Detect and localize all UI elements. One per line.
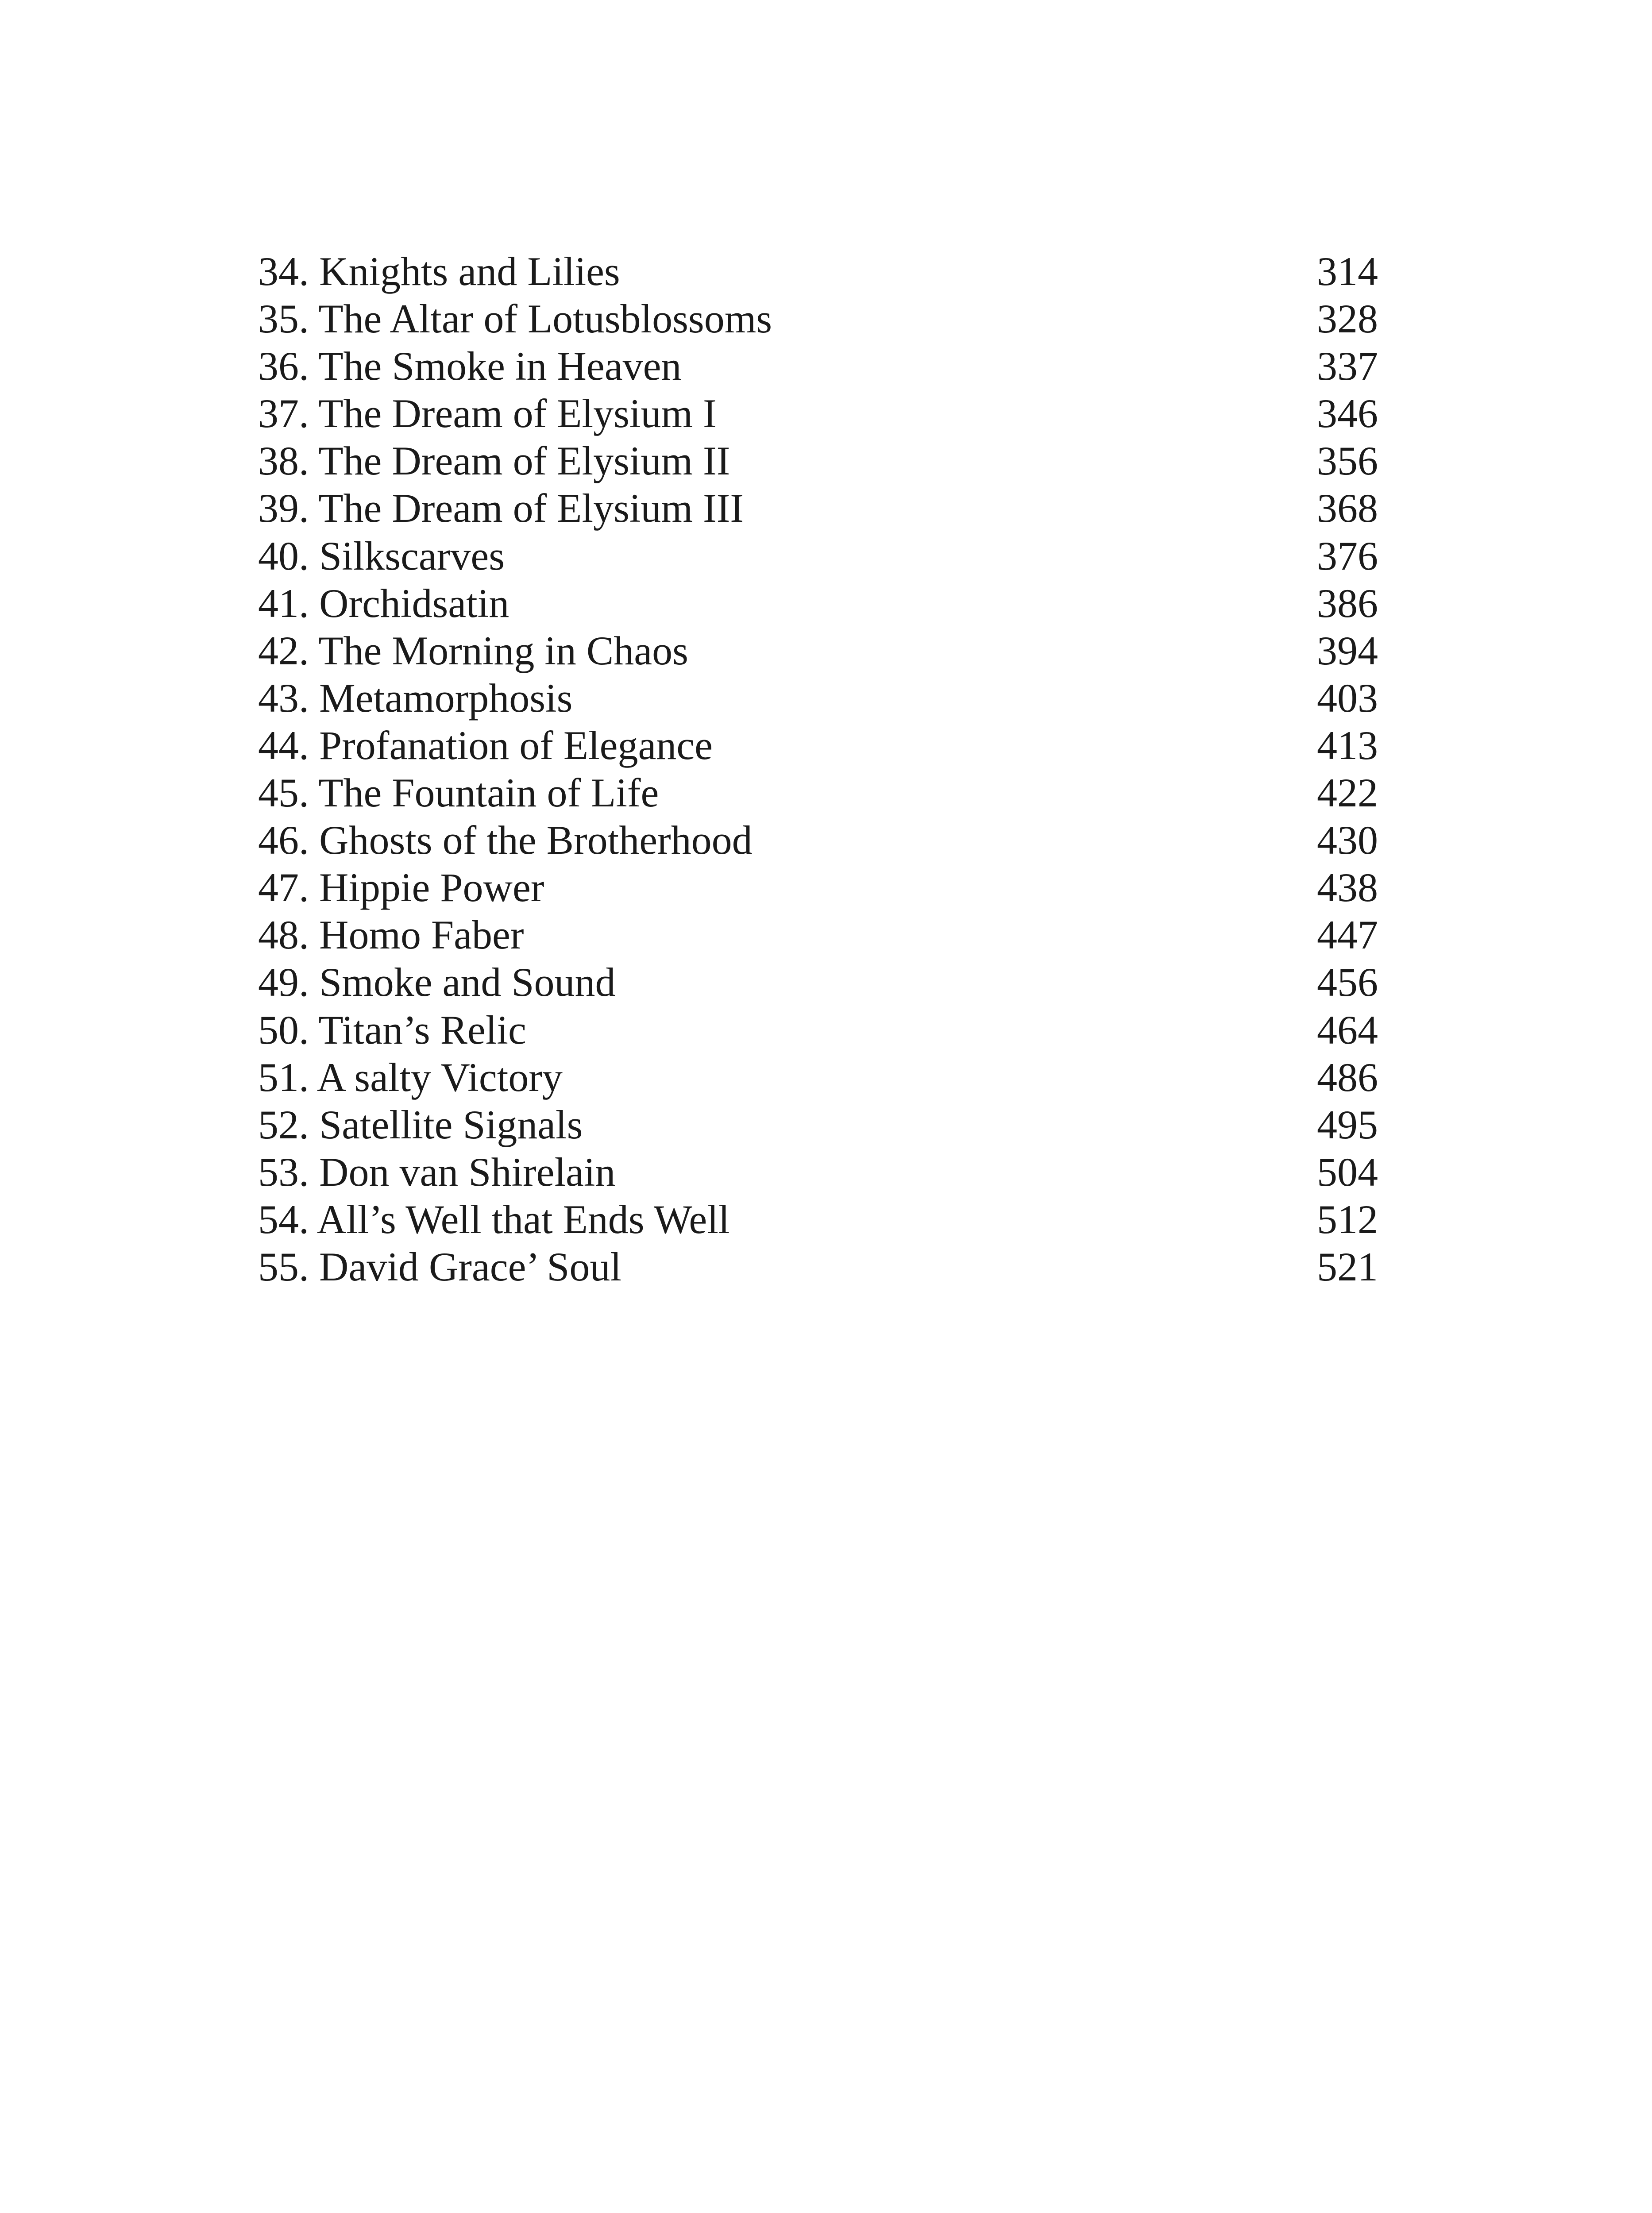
toc-entry-page: 346 xyxy=(1317,391,1378,436)
toc-entry-title: 50. Titan’s Relic xyxy=(258,1007,526,1053)
toc-entry-page: 512 xyxy=(1317,1196,1378,1242)
toc-entry-page: 486 xyxy=(1317,1054,1378,1100)
toc-entry-page: 504 xyxy=(1317,1149,1378,1195)
toc-entry xyxy=(258,722,1378,769)
toc-entry-page: 337 xyxy=(1317,343,1378,389)
toc-entry-title: 43. Metamorphosis xyxy=(258,675,573,721)
toc-entry xyxy=(258,390,1378,437)
toc-entry xyxy=(258,295,1378,343)
toc-entry-page: 314 xyxy=(1317,249,1378,294)
toc-entry-title: 42. The Morning in Chaos xyxy=(258,628,688,673)
toc-entry xyxy=(258,1101,1378,1149)
toc-entry-title: 34. Knights and Lilies xyxy=(258,249,620,294)
toc-entry-page: 464 xyxy=(1317,1007,1378,1053)
toc-entry-page: 447 xyxy=(1317,912,1378,958)
toc-entry xyxy=(258,532,1378,580)
toc-entry-title: 37. The Dream of Elysium I xyxy=(258,391,717,436)
toc-entry-title: 41. Orchidsatin xyxy=(258,580,509,626)
toc-entry-title: 45. The Fountain of Life xyxy=(258,770,659,816)
toc-entry xyxy=(258,1196,1378,1243)
toc-entry-title: 44. Profanation of Elegance xyxy=(258,722,713,768)
toc-entry-title: 38. The Dream of Elysium II xyxy=(258,438,730,484)
toc-entry-page: 376 xyxy=(1317,533,1378,578)
toc-entry-title: 36. The Smoke in Heaven xyxy=(258,343,682,389)
toc-entry xyxy=(258,911,1378,959)
toc-entry xyxy=(258,485,1378,532)
toc-entry-title: 54. All’s Well that Ends Well xyxy=(258,1196,730,1242)
toc-entry xyxy=(258,248,1378,295)
toc-entry xyxy=(258,1054,1378,1101)
toc-entry xyxy=(258,675,1378,722)
toc-entry xyxy=(258,817,1378,864)
toc-entry-title: 47. Hippie Power xyxy=(258,865,544,910)
toc-entry-title: 52. Satellite Signals xyxy=(258,1102,583,1147)
toc-entry-title: 53. Don van Shirelain xyxy=(258,1149,616,1195)
toc-entry-title: 51. A salty Victory xyxy=(258,1054,563,1100)
toc-entry-page: 394 xyxy=(1317,628,1378,673)
toc-entry xyxy=(258,864,1378,911)
toc-entry-title: 49. Smoke and Sound xyxy=(258,960,616,1005)
toc-entry-page: 495 xyxy=(1317,1102,1378,1147)
toc-entry-page: 328 xyxy=(1317,296,1378,342)
toc-entry-page: 438 xyxy=(1317,865,1378,910)
toc-entry xyxy=(258,437,1378,485)
toc-entry xyxy=(258,1149,1378,1196)
toc-entry-page: 456 xyxy=(1317,960,1378,1005)
toc-entry xyxy=(258,769,1378,817)
toc-entry-page: 356 xyxy=(1317,438,1378,484)
toc-entry-page: 386 xyxy=(1317,580,1378,626)
toc-entry-page: 430 xyxy=(1317,817,1378,863)
toc-entry-page: 422 xyxy=(1317,770,1378,816)
toc-entry-title: 46. Ghosts of the Brotherhood xyxy=(258,817,753,863)
toc-entry xyxy=(258,1006,1378,1054)
toc-entry xyxy=(258,1243,1378,1291)
toc-entry xyxy=(258,343,1378,390)
toc-entry-page: 403 xyxy=(1317,675,1378,721)
toc-entry-title: 35. The Altar of Lotusblossoms xyxy=(258,296,772,342)
toc-entry-page: 413 xyxy=(1317,722,1378,768)
toc-entry-title: 48. Homo Faber xyxy=(258,912,524,958)
toc-entry xyxy=(258,627,1378,675)
toc-entry-page: 368 xyxy=(1317,486,1378,531)
toc-entry-title: 40. Silkscarves xyxy=(258,533,505,578)
toc-entry xyxy=(258,580,1378,627)
toc-entry-title: 39. The Dream of Elysium III xyxy=(258,486,744,531)
toc-entry-page: 521 xyxy=(1317,1244,1378,1289)
toc-entry-title: 55. David Grace’ Soul xyxy=(258,1244,621,1289)
table-of-contents xyxy=(258,248,1378,1291)
toc-entry xyxy=(258,959,1378,1006)
